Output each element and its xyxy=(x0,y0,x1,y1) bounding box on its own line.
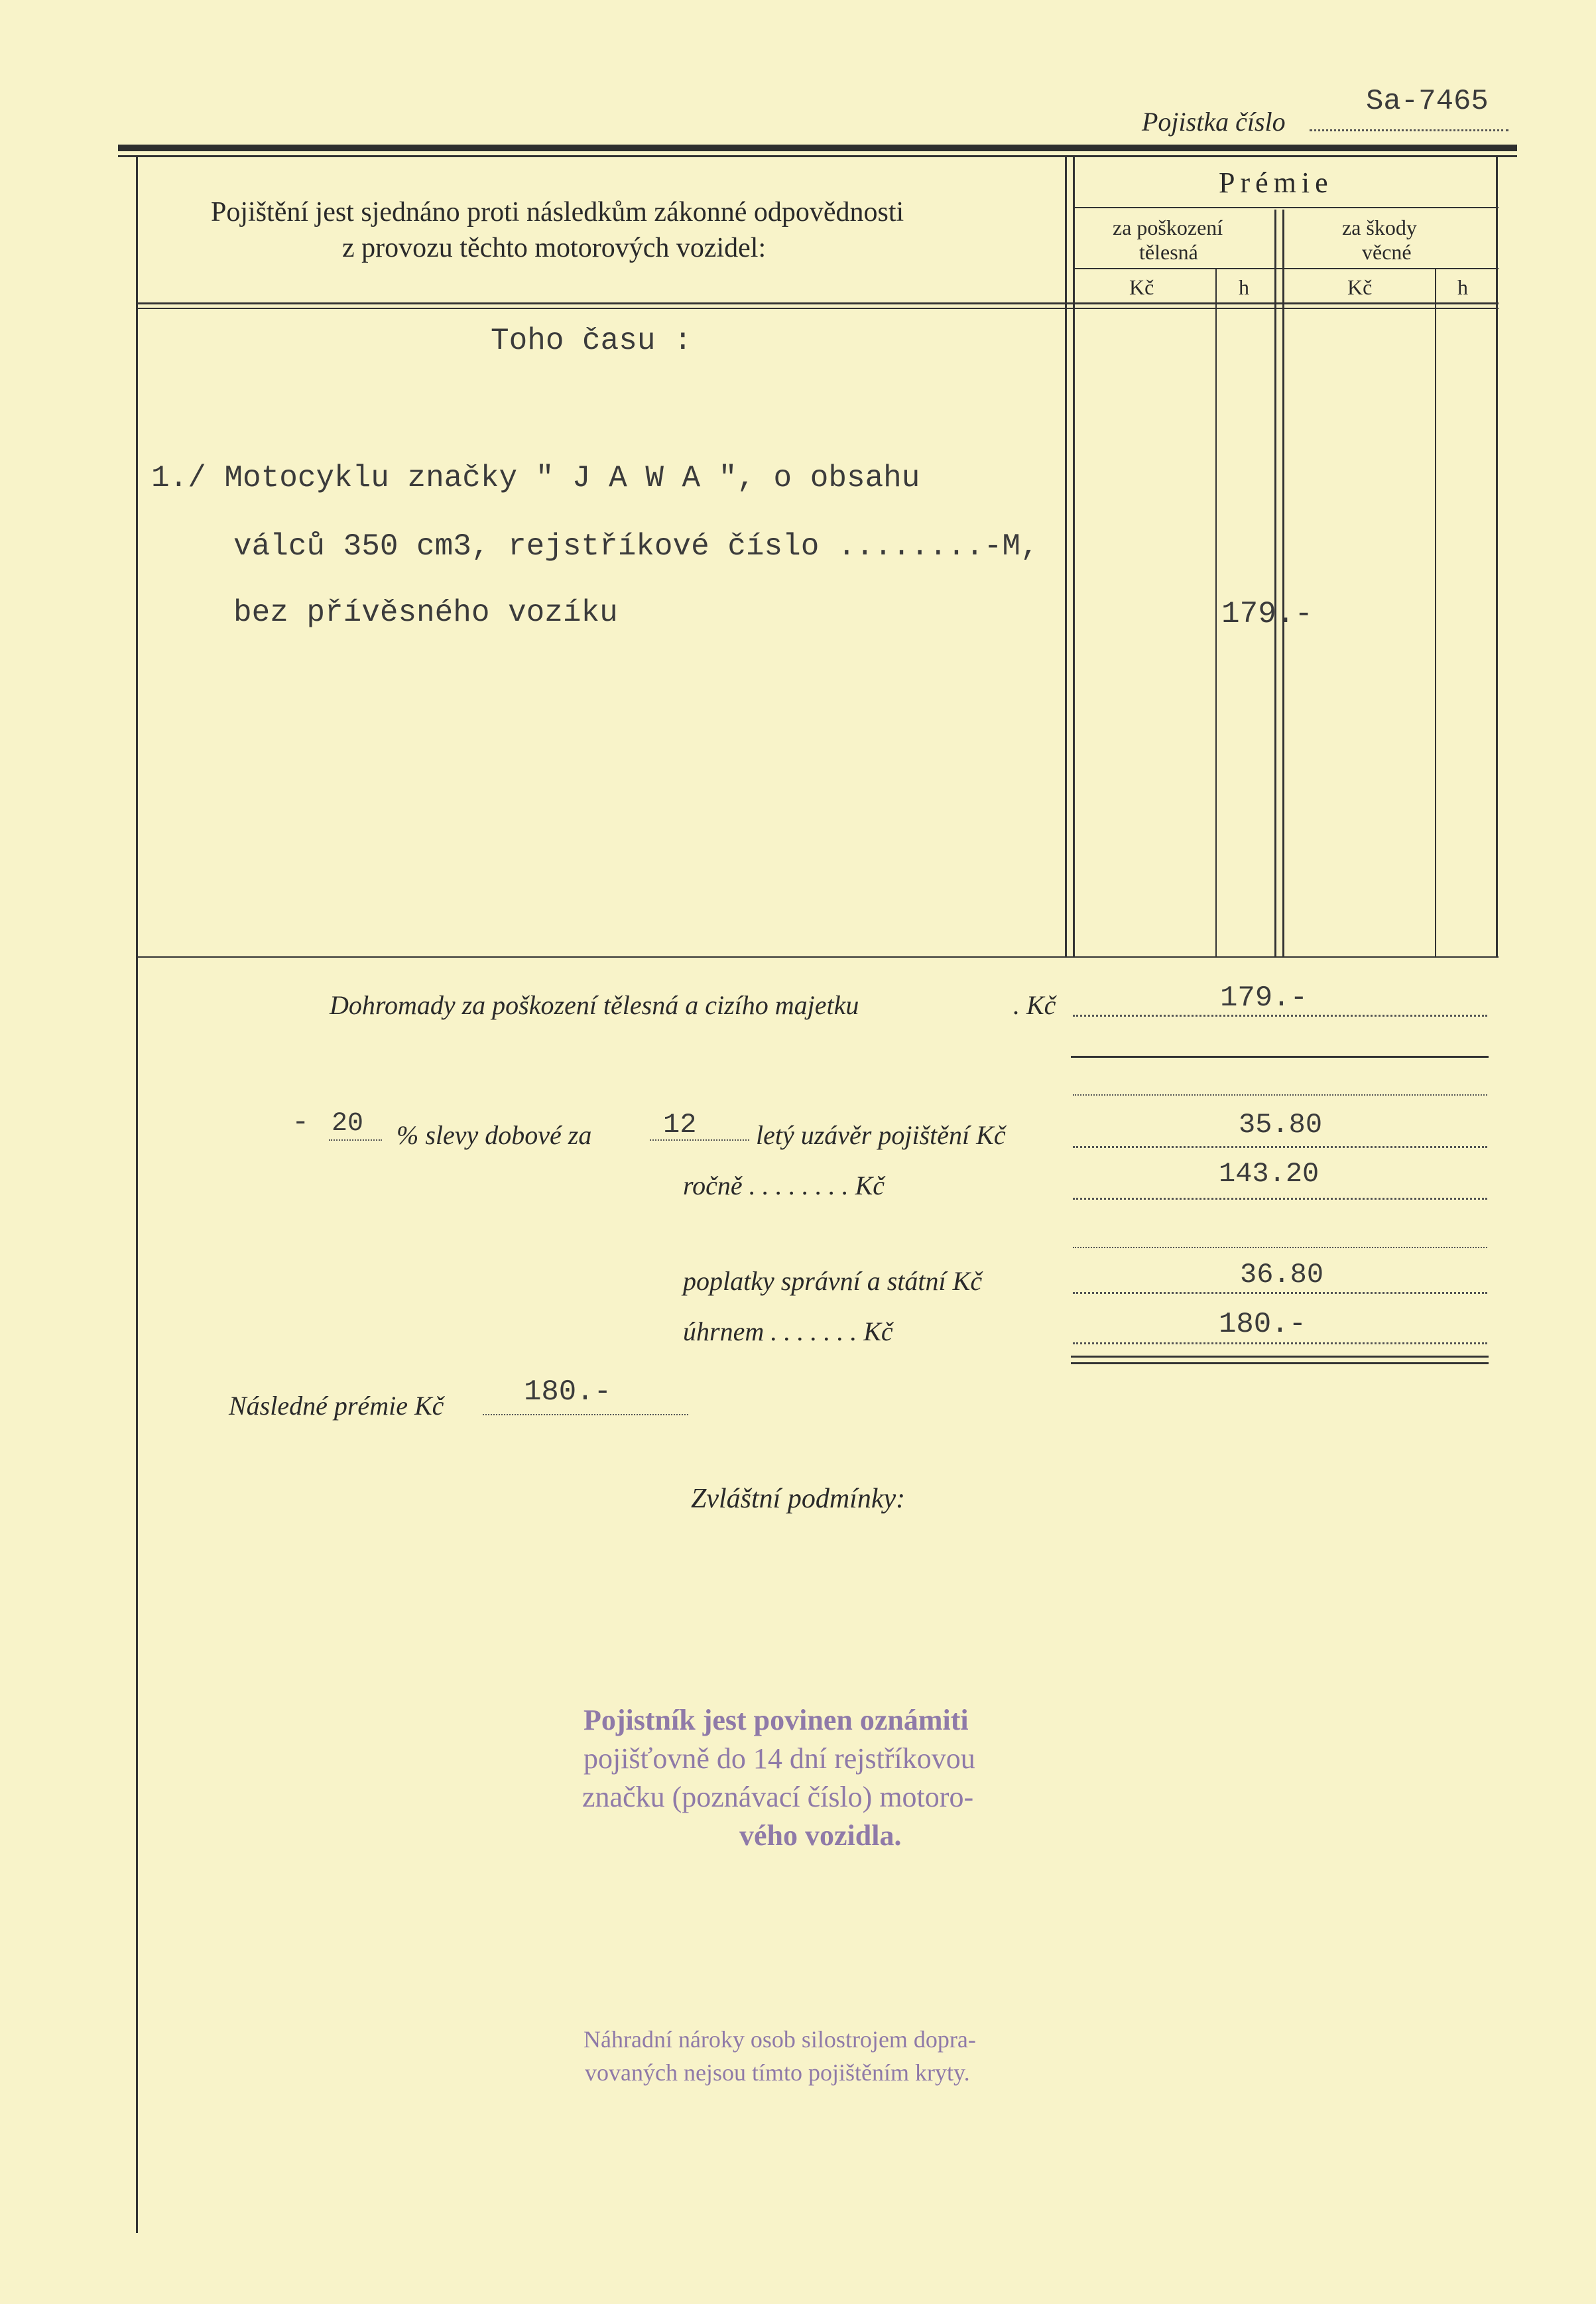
col-line-a xyxy=(1065,157,1067,958)
notice-stamp-line-4: vého vozidla. xyxy=(739,1819,902,1852)
top-rule-thin xyxy=(118,155,1517,157)
col-line-g xyxy=(1496,157,1498,958)
total-label: Dohromady za poškození tělesná a cizího majetku xyxy=(330,990,859,1020)
header-bottom-rule xyxy=(136,302,1499,304)
discount-years: 12 xyxy=(663,1109,697,1141)
typed-vehicle-line-1: 1./ Motocyklu značky " J A W A ", o obsahu xyxy=(151,461,920,495)
col-line-e xyxy=(1282,210,1284,958)
annual-dotline xyxy=(1073,1198,1487,1200)
grand-total-label: úhrnem . . . . . . . Kč xyxy=(683,1316,893,1346)
discount-dotline xyxy=(1073,1146,1487,1148)
policy-number-value: Sa-7465 xyxy=(1366,85,1489,118)
typed-vehicle-line-2: válců 350 cm3, rejstříkové číslo ........-M, xyxy=(233,529,1039,564)
col-line-c xyxy=(1215,268,1217,958)
discount-dash: - xyxy=(292,1106,310,1139)
unit-kc-property: Kč xyxy=(1347,275,1373,299)
claims-stamp-line-2: vovaných nejsou tímto pojištěním kryty. xyxy=(585,2059,970,2086)
intro-line-1: Pojištění jest sjednáno proti následkům zákonné odpovědnosti xyxy=(211,197,904,227)
notice-stamp-line-1: Pojistník jest povinen oznámiti xyxy=(583,1704,969,1736)
unit-h-bodily: h xyxy=(1239,275,1249,299)
header-bottom-rule-2 xyxy=(136,308,1499,309)
notice-stamp-line-3: značku (poznávací číslo) motoro- xyxy=(582,1781,974,1813)
col-bodily-line1: za poškození xyxy=(1113,216,1223,239)
intro-line-2: z provozu těchto motorových vozidel: xyxy=(342,233,767,263)
discount-label-b: letý uzávěr pojištění Kč xyxy=(756,1120,1006,1150)
blank-dotline xyxy=(1073,1094,1487,1096)
total-dotline xyxy=(1073,1015,1487,1017)
notice-stamp-line-2: pojišťovně do 14 dní rejstříkovou xyxy=(583,1742,975,1775)
premium-title: Prémie xyxy=(1219,166,1333,199)
col-bodily-line2: tělesná xyxy=(1139,240,1198,264)
fees-dotline xyxy=(1073,1292,1487,1294)
typed-heading: Toho času : xyxy=(491,324,692,358)
fees-label: poplatky správní a státní Kč xyxy=(683,1266,983,1296)
table-bottom-rule xyxy=(136,956,1499,958)
blank-dotline-2 xyxy=(1073,1247,1487,1248)
special-conditions-label: Zvláštní podmínky: xyxy=(691,1484,906,1514)
grand-total-dotline xyxy=(1073,1342,1487,1344)
typed-vehicle-line-3: bez přívěsného vozíku xyxy=(233,596,618,630)
subsequent-premium-value: 180.- xyxy=(524,1376,612,1409)
annual-label: ročně . . . . . . . . Kč xyxy=(683,1171,885,1200)
total-value: 179.- xyxy=(1220,982,1308,1015)
grand-total-underline-2 xyxy=(1071,1362,1489,1364)
policy-number-label: Pojistka číslo xyxy=(1142,107,1286,137)
col-line-d xyxy=(1274,210,1276,958)
subsequent-premium-dotline xyxy=(483,1414,688,1415)
typed-bodily-amount: 179.- xyxy=(1221,597,1314,631)
col-line-b xyxy=(1073,157,1075,958)
col-property-line1: za škody xyxy=(1342,216,1417,239)
claims-stamp-line-1: Náhradní nároky osob silostrojem dopra- xyxy=(583,2026,976,2053)
col-property-line2: věcné xyxy=(1362,240,1412,264)
discount-percent: 20 xyxy=(332,1109,364,1139)
unit-kc-bodily: Kč xyxy=(1129,275,1154,299)
total-kc: . Kč xyxy=(1013,990,1056,1020)
fees-value: 36.80 xyxy=(1240,1259,1324,1291)
total-underline xyxy=(1071,1056,1489,1058)
discount-value: 35.80 xyxy=(1239,1109,1323,1141)
col-line-f xyxy=(1435,268,1436,958)
left-frame-line xyxy=(136,157,138,2233)
grand-total-value: 180.- xyxy=(1219,1308,1307,1341)
subsequent-premium-label: Následné prémie Kč xyxy=(229,1391,444,1421)
top-rule xyxy=(118,145,1517,151)
discount-percent-dotline xyxy=(329,1139,382,1141)
premium-title-rule xyxy=(1074,207,1499,208)
unit-h-property: h xyxy=(1457,275,1468,299)
grand-total-underline-1 xyxy=(1071,1356,1489,1358)
annual-value: 143.20 xyxy=(1219,1158,1320,1190)
discount-label-a: % slevy dobové za xyxy=(397,1120,592,1150)
discount-years-dotline xyxy=(650,1139,749,1141)
policy-number-dotline xyxy=(1310,129,1508,131)
